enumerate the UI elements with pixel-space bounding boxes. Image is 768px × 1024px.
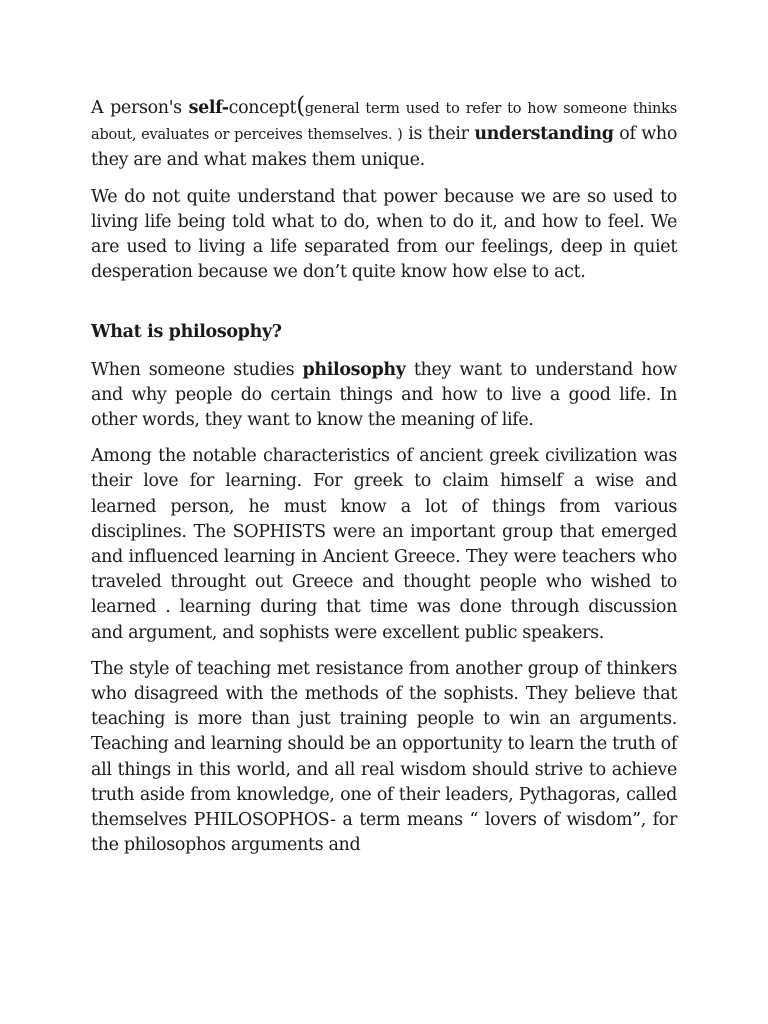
paragraph-sophists: Among the notable characteristics of ancient greek civilization was their love for learning. For greek to claim himself a wise and learned person, he must know a lot of things from various disciplines. The SOPHISTS were an important group that emerged and influenced learning in Ancient Greece. They were teachers who traveled throught out Greece and thought people who wished to learned . learning during that time was done through discussion and argument, and sophists were excellent public speakers. — [91, 446, 677, 643]
definition-note: general term used to refer to how someone thinks about, evaluates or perceives themselves. — [91, 101, 677, 144]
paragraph-self-concept — [91, 93, 678, 174]
text-segment: When someone studies — [91, 359, 303, 380]
paragraph-philosophy-definition — [91, 358, 677, 434]
text-segment: A person's — [91, 98, 189, 118]
document-page — [91, 93, 678, 869]
paragraph-power: We do not quite understand that power because we are so used to living life being told what to do, when to do it, and how to feel. We are used to living a life separated from our feelings, deep in quiet desperation because we don’t quite know how else to act. — [91, 186, 677, 283]
section-heading: What is philosophy? — [91, 322, 282, 343]
bold-term-philosophy: philosophy — [302, 359, 406, 380]
bold-term-self: self- — [188, 98, 229, 118]
open-parenthesis: ( — [296, 93, 305, 119]
text-segment: concept — [228, 98, 297, 118]
text-segment: of who they are and what makes them unique. — [91, 124, 678, 171]
close-parenthesis: ) — [397, 127, 403, 144]
text-segment: they want to understand how and why people do certain things and how to live a good life. In other words, they want to know the meaning of life. — [91, 359, 677, 431]
bold-term-understanding: understanding — [474, 124, 614, 145]
paragraph-philosophos: The style of teaching met resistance from another group of thinkers who disagreed with the methods of the sophists. They believe that teaching is more than just training people to win an arguments. Teaching and learning should be an opportunity to learn the truth of all things in this world, and all real wisdom should strive to achieve truth aside from knowledge, one of their leaders, Pythagoras, called themselves PHILOSOPHOS- a term means “ lovers of wisdom”, for the philosophos arguments and — [91, 658, 677, 856]
text-segment: is their — [402, 124, 475, 145]
